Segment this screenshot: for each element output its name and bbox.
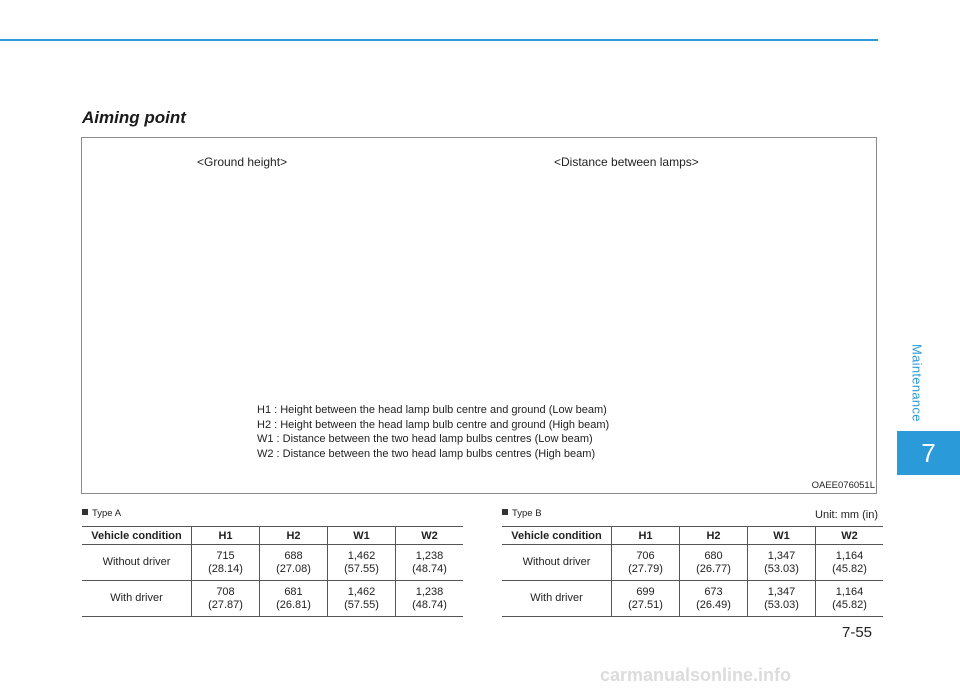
value-inch: (27.87) (208, 598, 243, 611)
table-header-row (82, 527, 463, 545)
section-tab-label: Maintenance (909, 344, 925, 422)
type-b-table (502, 526, 883, 617)
value-cell (260, 581, 328, 617)
value-mm: 1,462 (347, 549, 376, 562)
figure-legend (257, 403, 609, 461)
value-inch: (27.79) (628, 562, 663, 575)
value-inch: (27.08) (276, 562, 311, 575)
value-cell (192, 581, 260, 617)
column-header-w2: W2 (816, 527, 884, 545)
page-number: 7-55 (842, 624, 873, 641)
value-cell (328, 545, 396, 581)
ground-height-label: <Ground height> (197, 155, 288, 169)
value-cell (192, 545, 260, 581)
value-inch: (57.55) (344, 562, 379, 575)
value-mm: 715 (216, 549, 235, 562)
type-b-text: Type B (512, 508, 542, 519)
value-cell (680, 581, 748, 617)
value-inch: (53.03) (764, 598, 799, 611)
legend-h2: H2 : Height between the head lamp bulb centre and ground (High beam) (257, 418, 610, 431)
value-mm: 1,238 (415, 549, 444, 562)
value-cell (816, 581, 884, 617)
value-inch: (26.81) (276, 598, 311, 611)
legend-w2: W2 : Distance between the two head lamp bulbs centres (High beam) (257, 447, 596, 460)
type-a-label (82, 508, 121, 519)
value-mm: 1,164 (835, 585, 864, 598)
column-header-w2: W2 (396, 527, 464, 545)
distance-between-lamps-label: <Distance between lamps> (554, 155, 699, 169)
value-inch: (57.55) (344, 598, 379, 611)
value-inch: (53.03) (764, 562, 799, 575)
value-inch: (48.74) (412, 598, 447, 611)
value-mm: 699 (636, 585, 655, 598)
legend-h1: H1 : Height between the head lamp bulb centre and ground (Low beam) (257, 404, 607, 416)
table-header-row (502, 527, 883, 545)
column-header-condition: Vehicle condition (82, 527, 192, 545)
value-cell (680, 545, 748, 581)
legend-w1: W1 : Distance between the two head lamp bulbs centres (Low beam) (257, 433, 593, 445)
value-mm: 688 (284, 549, 303, 562)
value-mm: 708 (216, 585, 235, 598)
figure-code: OAEE076051L (811, 480, 875, 491)
value-cell (748, 581, 816, 617)
value-mm: 681 (284, 585, 303, 598)
value-mm: 706 (636, 549, 655, 562)
column-header-w1: W1 (748, 527, 816, 545)
vehicle-condition-cell: With driver (502, 581, 612, 617)
value-cell (816, 545, 884, 581)
square-bullet-icon (82, 509, 88, 515)
value-cell (612, 581, 680, 617)
value-inch: (26.77) (696, 562, 731, 575)
header-rule (0, 39, 878, 41)
value-mm: 1,347 (767, 585, 796, 598)
value-mm: 1,164 (835, 549, 864, 562)
value-mm: 680 (704, 549, 723, 562)
square-bullet-icon (502, 509, 508, 515)
table-row (82, 581, 463, 617)
vehicle-condition-cell: Without driver (502, 545, 612, 581)
table-row (82, 545, 463, 581)
type-a-text: Type A (92, 508, 122, 519)
value-inch: (27.51) (628, 598, 663, 611)
table-row (502, 545, 883, 581)
column-header-condition: Vehicle condition (502, 527, 612, 545)
value-cell (612, 545, 680, 581)
column-header-w1: W1 (328, 527, 396, 545)
vehicle-condition-cell: Without driver (82, 545, 192, 581)
value-cell (260, 545, 328, 581)
value-inch: (45.82) (832, 562, 867, 575)
watermark-text: carmanualsonline.info (600, 665, 792, 685)
column-header-h2: H2 (680, 527, 748, 545)
column-header-h1: H1 (612, 527, 680, 545)
vehicle-condition-cell: With driver (82, 581, 192, 617)
page-title: Aiming point (82, 108, 186, 127)
value-inch: (48.74) (412, 562, 447, 575)
value-cell (396, 545, 464, 581)
value-mm: 1,347 (767, 549, 796, 562)
column-header-h2: H2 (260, 527, 328, 545)
value-inch: (26.49) (696, 598, 731, 611)
unit-label: Unit: mm (in) (815, 509, 878, 521)
value-mm: 1,462 (347, 585, 376, 598)
value-cell (396, 581, 464, 617)
column-header-h1: H1 (192, 527, 260, 545)
value-inch: (45.82) (832, 598, 867, 611)
value-inch: (28.14) (208, 562, 243, 575)
aiming-point-figure (81, 137, 877, 494)
value-mm: 1,238 (415, 585, 444, 598)
value-mm: 673 (704, 585, 723, 598)
value-cell (328, 581, 396, 617)
type-b-label (502, 508, 542, 519)
chapter-number-tab: 7 (897, 431, 960, 475)
table-row (502, 581, 883, 617)
type-a-table (82, 526, 463, 617)
value-cell (748, 545, 816, 581)
